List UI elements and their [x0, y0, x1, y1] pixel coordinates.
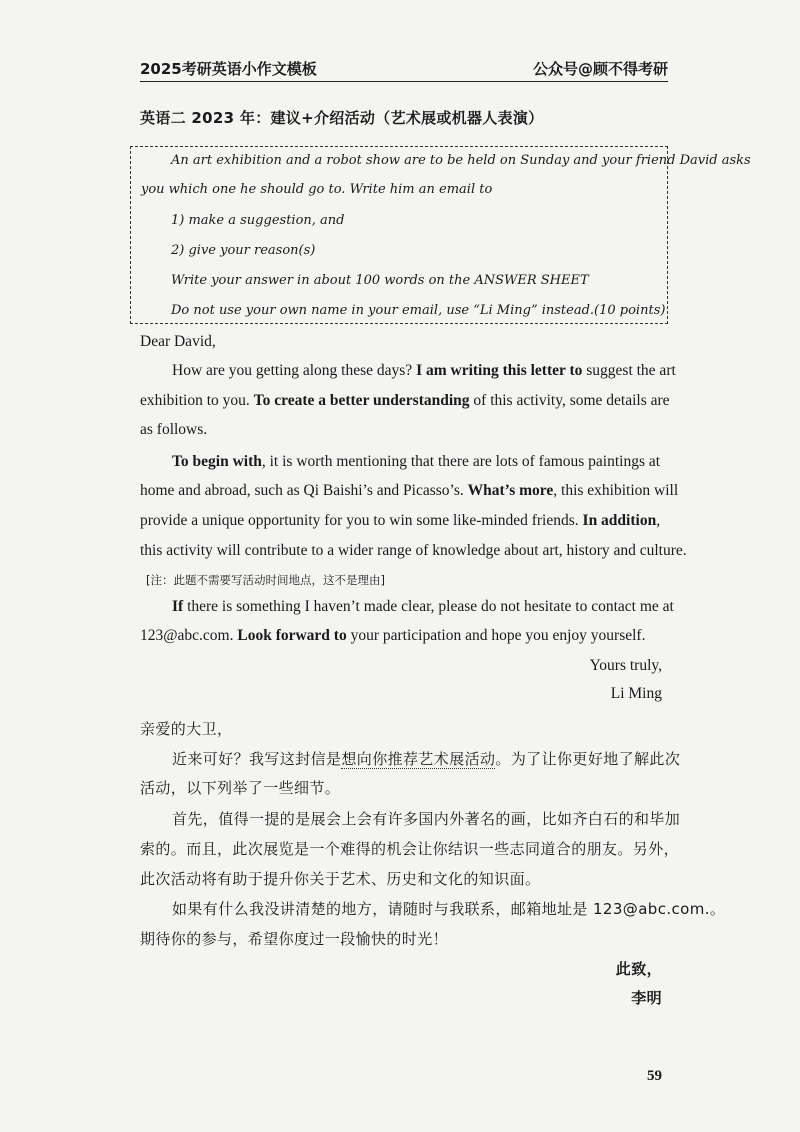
prompt-line: 1) make a suggestion, and [171, 213, 345, 228]
header-account: 公众号@顾不得考研 [532, 60, 668, 78]
header-title: 2025考研英语小作文模板 [140, 60, 317, 78]
letter-closing: Yours truly, [589, 657, 662, 674]
prompt-line: An art exhibition and a robot show are to be held on Sunday and your friend David asks [171, 153, 751, 168]
translation-signature: 李明 [631, 989, 662, 1007]
highlighted-phrase: 想向你推荐艺术展活动 [341, 750, 496, 768]
letter-line: exhibition to you. To create a better understanding of this activity, some details are [140, 392, 670, 409]
letter-salutation: Dear David, [140, 333, 216, 350]
letter-line: this activity will contribute to a wider range of knowledge about art, history and culture. [140, 542, 687, 559]
prompt-line: 2) give your reason(s) [171, 243, 316, 258]
letter-line: 123@abc.com. Look forward to your participation and hope you enjoy yourself. [140, 627, 646, 644]
translation-line: 索的。而且，此次展览是一个难得的机会让你结识一些志同道合的朋友。另外， [140, 840, 680, 858]
translation-line: 近来可好？我写这封信是想向你推荐艺术展活动。为了让你更好地了解此次 [172, 750, 681, 768]
letter-signature: Li Ming [610, 685, 662, 702]
translation-closing: 此致， [615, 960, 662, 978]
translation-line: 如果有什么我没讲清楚的地方，请随时与我联系，邮箱地址是 123@abc.com.。 [172, 900, 726, 918]
translation-line: 期待你的参与，希望你度过一段愉快的时光！ [140, 930, 449, 948]
letter-line: How are you getting along these days? I am writing this letter to suggest the art [172, 362, 676, 379]
page-number: 59 [647, 1068, 662, 1084]
letter-line: If there is something I haven’t made clear, please do not hesitate to contact me at [172, 598, 674, 615]
letter-line: home and abroad, such as Qi Baishi’s and Picasso’s. What’s more, this exhibition will [140, 482, 679, 499]
prompt-box [130, 146, 751, 324]
letter-line: To begin with, it is worth mentioning that there are lots of famous paintings at [172, 453, 661, 470]
page-header [140, 58, 668, 79]
translation-line: 首先，值得一提的是展会上会有许多国内外著名的画，比如齐白石的和毕加 [172, 810, 681, 828]
translation-line: 活动，以下列举了一些细节。 [140, 779, 341, 797]
translation-line: 此次活动将有助于提升你关于艺术、历史和文化的知识面。 [140, 870, 541, 888]
header-rule [140, 81, 668, 82]
prompt-line: you which one he should go to. Write him an email to [141, 182, 493, 197]
translation-salutation: 亲爱的大卫， [140, 720, 233, 738]
editor-note: [注：此题不需要写活动时间地点，这不是理由] [146, 573, 385, 587]
prompt-line: Do not use your own name in your email, use “Li Ming” instead.(10 points) [171, 303, 666, 318]
letter-line: provide a unique opportunity for you to win some like-minded friends. In addition, [140, 512, 661, 529]
section-title: 英语二 2023 年：建议+介绍活动（艺术展或机器人表演） [140, 109, 544, 127]
prompt-line: Write your answer in about 100 words on the ANSWER SHEET [171, 273, 589, 288]
letter-line: as follows. [140, 421, 208, 438]
